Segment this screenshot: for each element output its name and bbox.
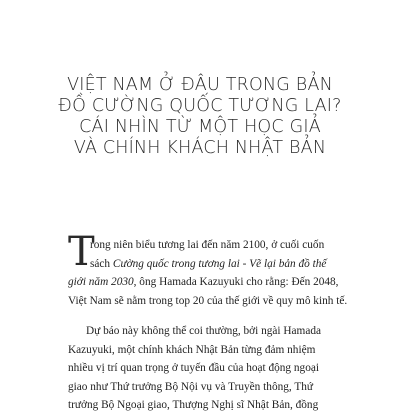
paragraph-2-line-2: Kazuyuki, một chính khách Nhật Bản từng đảm nhiệm [68, 343, 316, 356]
book-title-part-2: giới năm 2030 [68, 276, 134, 288]
chapter-title-line-1: VIỆT NAM Ở ĐÂU TRONG BẢN [67, 75, 333, 95]
chapter-title-line-3: CÁI NHÌN TỪ MỘT HỌC GIẢ [79, 117, 321, 137]
paragraph-1-line-1: rong niên biểu tương lai đến năm 2100, ở cuối cuốn [90, 239, 325, 251]
paragraph-1-line-2 [90, 255, 326, 274]
paragraph-2-line-4: giao như Thứ trưởng Bộ Nội vụ và Truyền thông, Thứ [68, 380, 314, 393]
chapter-title [40, 75, 360, 159]
paragraph-1-line-2-prefix: sách [90, 257, 113, 270]
chapter-title-line-2: ĐỒ CƯỜNG QUỐC TƯƠNG LAI? [58, 96, 342, 116]
paragraph-1-line-3 [68, 273, 339, 292]
paragraph-1-line-4: Việt Nam sẽ nằm trong top 20 của thế giới về quy mô kinh tế. [68, 294, 348, 307]
paragraph-2-line-5: trưởng Bộ Ngoại giao, Thượng Nghị sĩ Nhật Bản, đồng [68, 399, 319, 411]
chapter-title-line-4: VÀ CHÍNH KHÁCH NHẬT BẢN [73, 138, 327, 158]
paragraph-2-line-1: Dự báo này không thể coi thường, bởi ngài Hamada [86, 325, 322, 337]
paragraph-2-line-3: nhiều vị trí quan trọng ở tuyến đầu của hoạt động ngoại [68, 362, 319, 374]
paragraph-1-line-3-rest: , ông Hamada Kazuyuki cho rằng: Đến 2048, [133, 276, 339, 288]
drop-cap-letter: T [68, 229, 95, 275]
book-title-part-1: Cường quốc trong tương lai - Vẽ lại bản đồ thế [112, 257, 327, 270]
